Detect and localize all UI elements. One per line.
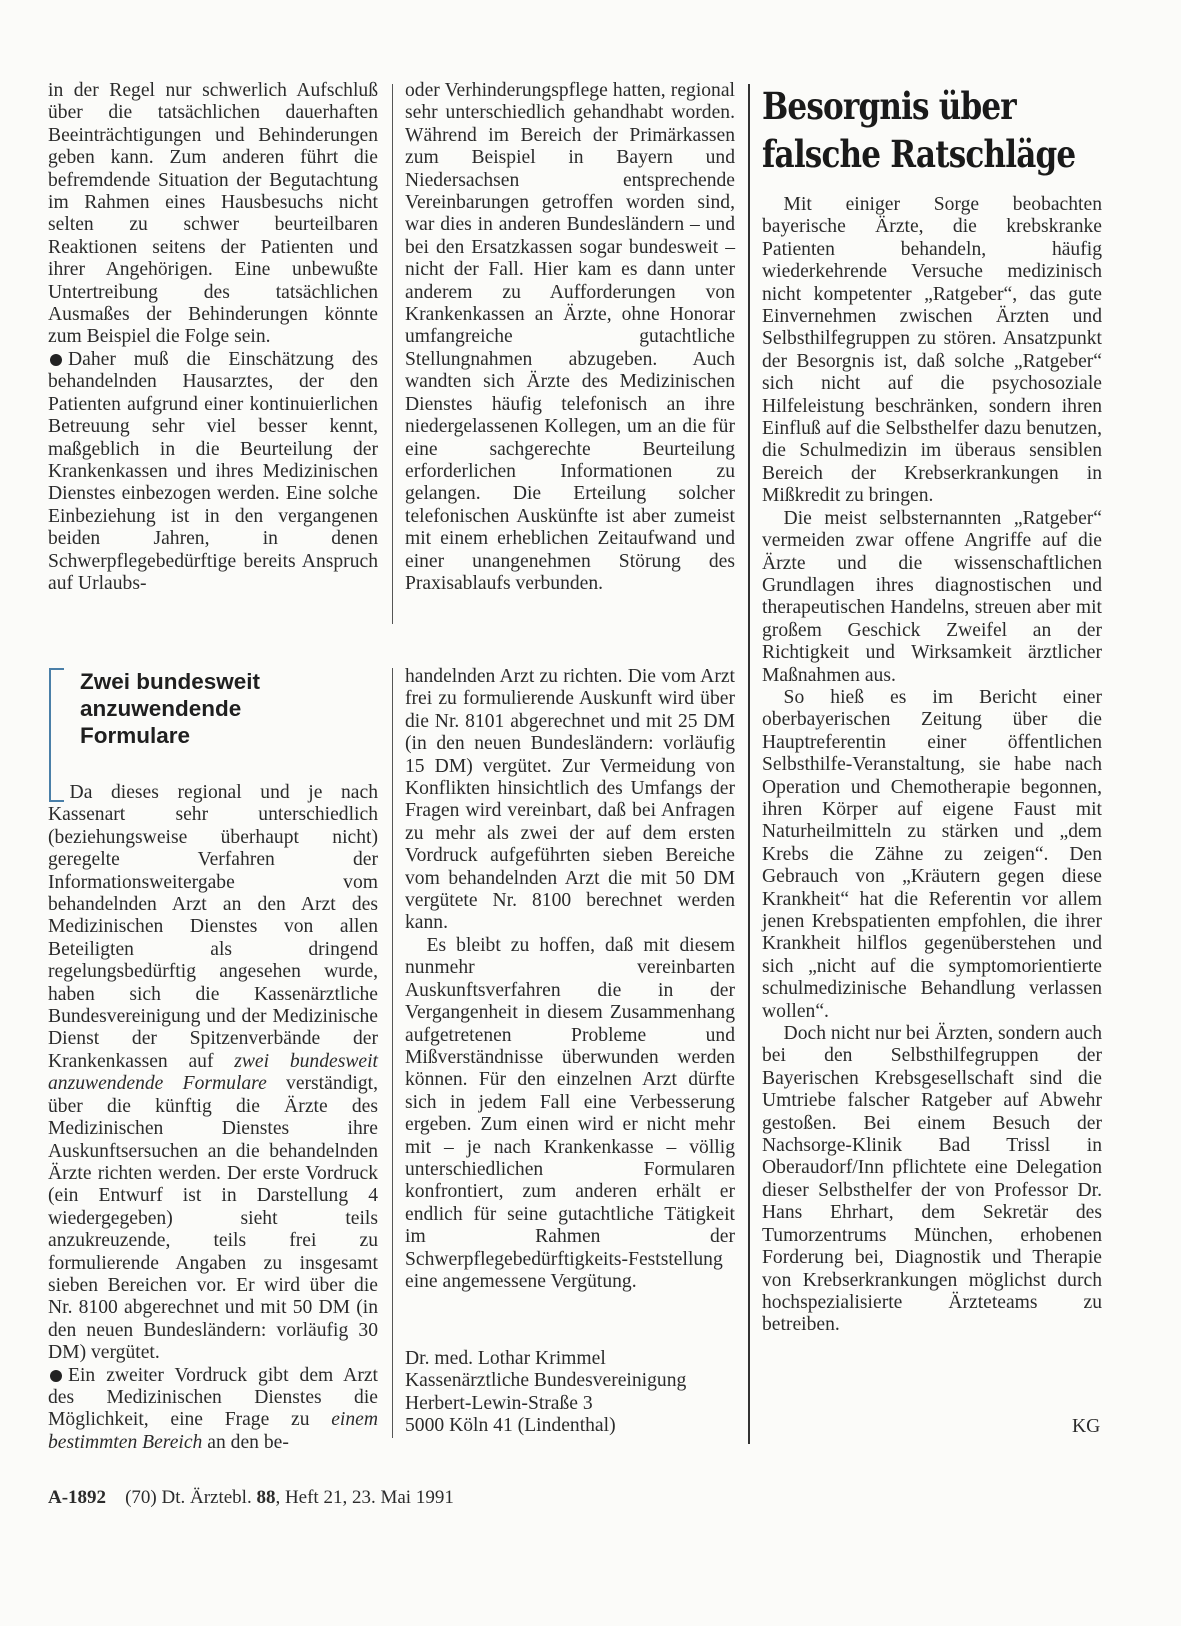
author-signature: KG — [1072, 1416, 1101, 1437]
sidebar-column — [762, 194, 1102, 1337]
paragraph: handelnden Arzt zu richten. Die vom Arzt frei zu formulierende Auskunft wird über die Nr. 8101 abgerechnet und mit 25 DM (in den neuen Bundesländern: vorläufig 15 DM) vergütet. Zur Vermeidung von Konflikten hinsichtlich des Umfangs der Fragen wird vereinbart, daß bei Anfragen zu mehr als zwei der auf dem ersten Vordruck aufgeführten sieben Bereiche vom behandelnden Arzt die mit 50 DM vergütete Nr. 8100 berechnet werden kann. — [405, 666, 735, 934]
paragraph: Da dieses regional und je nach Kassenart sehr unterschiedlich (beziehungsweise überhaupt nicht) geregelte Verfahren der Informationsweitergabe vom behandelnden Arzt an den Arzt des Medizinischen Dienstes von allen Beteiligten als dringend regelungsbedürftig angesehen wurde, haben sich die Kassenärztliche Bundesvereinigung und der Medizinische Dienst der Spitzenverbände der Krankenkassen auf zwei bundesweit anzuwendende Formulare verständigt, über die künftig die Ärzte des Medizinischen Dienstes ihre Auskunftsersuchen an die behandelnden Ärzte richten werden. Der erste Vordruck (ein Entwurf ist in Darstellung 4 wiedergegeben) sieht teils anzukreuzende, teils frei zu formulierende Angaben zu insgesamt sieben Bereichen vor. Er wird über die Nr. 8100 abgerechnet und mit 50 DM (in den neuen Bundesländern: vorläufig 30 DM) vergütet. — [48, 782, 378, 1364]
bullet-icon — [50, 1370, 62, 1382]
paragraph: Es bleibt zu hoffen, daß mit diesem nunmehr vereinbarten Auskunftsverfahren die in der Vergangenheit in diesem Zusammenhang aufgetretenen Probleme und Mißverständnisse überwunden werden können. Für den einzelnen Arzt dürfte sich in jedem Fall eine Verbesserung ergeben. Zum einen wird er nicht mehr mit – je nach Krankenkasse – völlig unterschiedlichen Formularen konfrontiert, zum anderen erhält er endlich für seine gutachtliche Tätigkeit im Rahmen der Schwerpflegebedürftigkeits-Feststellung eine angemessene Vergütung. — [405, 934, 735, 1292]
bullet-paragraph: Ein zweiter Vordruck gibt dem Arzt des Medizinischen Dienstes die Möglichkeit, eine Frage zu einem bestimmten Bereich an den be- — [48, 1364, 378, 1453]
sidebar-headline: Besorgnis über falsche Ratschläge — [762, 84, 1076, 176]
paragraph: Mit einiger Sorge beobachten bayerische Ärzte, die krebskranke Patienten behandeln, häufig wiederkehrende Versuche medizinisch nicht kompetenter „Ratgeber“, das gute Einvernehmen zwischen Ärzten und Selbsthilfegruppen zu stören. Ansatzpunkt der Besorgnis ist, daß solche „Ratgeber“ sich nicht auf die psychosoziale Hilfeleistung beschränken, sondern ihren Einfluß auf die Selbsthelfer dazu benutzen, die Schulmedizin im überaus sensiblen Bereich der Krebserkrankungen in Mißkredit zu bringen. — [762, 194, 1102, 507]
bullet-paragraph: Daher muß die Einschätzung des behandelnden Hausarztes, der den Patienten aufgrund einer kontinuierlichen Betreuung sehr viel besser kennt, maßgeblich in die Beurteilung der Krankenkassen und ihres Medizinischen Dienstes einbezogen werden. Eine solche Einbeziehung ist in den vergangenen beiden Jahren, in denen Schwerpflegebedürftige bereits Anspruch auf Urlaubs- — [48, 348, 378, 594]
box-title: Zwei bundesweit anzuwendende Formulare — [80, 669, 261, 748]
column-divider — [392, 84, 393, 624]
paragraph: Die meist selbsternannten „Ratgeber“ vermeiden zwar offene Angriffe auf die Ärzte und die wissenschaftlichen Grundlagen ihres diagnostischen und therapeutischen Handelns, streuen aber mit großem Geschick Zweifel an der Richtigkeit und Wirksamkeit ärztlicher Maßnahmen aus. — [762, 507, 1102, 686]
column-2 — [405, 80, 735, 595]
box-left-column — [48, 782, 378, 1454]
bullet-icon — [50, 354, 62, 366]
column-divider — [392, 668, 393, 1438]
paragraph: Doch nicht nur bei Ärzten, sondern auch bei den Selbsthilfegruppen der Bayerischen Krebsgesellschaft sind die Umtriebe falscher Ratgeber auf Abwehr gestoßen. Bei einem Besuch der Nachsorge-Klinik Bad Trissl in Oberaudorf/Inn pflichtete eine Delegation dieser Selbsthelfer der von Professor Dr. Hans Ehrhart, dem Sekretär des Tumorzentrums München, erhobenen Forderung bei, Diagnostik und Therapie von Krebserkrankungen möglichst durch hochspezialisierte Ärzteteams zu betreiben. — [762, 1023, 1102, 1336]
author-address: Dr. med. Lothar Krimmel Kassenärztliche Bundesvereinigung Herbert-Lewin-Straße 3 5000 Köln 41 (Lindenthal) — [405, 1348, 687, 1437]
page-footer: A-1892 (70) Dt. Ärztebl. 88, Heft 21, 23. Mai 1991 — [48, 1487, 454, 1508]
column-1 — [48, 80, 378, 595]
paragraph: oder Verhinderungspflege hatten, regional sehr unterschiedlich gehandhabt worden. Während im Bereich der Primärkassen zum Beispiel in Bayern und Niedersachsen entsprechende Vereinbarungen getroffen worden sind, war dies in anderen Bundesländern – und bei den Ersatzkassen sogar bundesweit – nicht der Fall. Hier kam es dann unter anderem zu Aufforderungen von Krankenkassen an Ärzte, ohne Honorar umfangreiche gutachtliche Stellungnahmen abzugeben. Auch wandten sich Ärzte des Medizinischen Dienstes häufig telefonisch an ihre niedergelassenen Kollegen, um an die für eine sachgerechte Beurteilung erforderlichen Informationen zu gelangen. Die Erteilung solcher telefonischen Auskünfte ist aber zumeist mit einem erheblichen Zeitaufwand und einer unangenehmen Störung des Praxisablaufs verbunden. — [405, 80, 735, 594]
box-right-column — [405, 666, 735, 1293]
paragraph: in der Regel nur schwerlich Aufschluß über die tatsächlichen dauerhaften Beeinträchtigungen und Behinderungen geben kann. Zum anderen führt die befremdende Situation der Begutachtung im Rahmen eines Hausbesuchs nicht selten zu schwer beurteilbaren Reaktionen seitens der Patienten und ihrer Angehörigen. Eine unbewußte Untertreibung des tatsächlichen Ausmaßes der Behinderungen könnte zum Beispiel die Folge sein. — [48, 80, 378, 348]
sidebar-divider — [748, 84, 750, 1444]
paragraph: So hieß es im Bericht einer oberbayerischen Zeitung über die Hauptreferentin einer öffentlichen Selbsthilfe-Veranstaltung, sie habe nach Operation und Chemotherapie begonnen, ihren Körper auf eigene Faust mit Naturheilmitteln zu stärken und „dem Krebs die Zähne zu zeigen“. Den Gebrauch von „Kräutern gegen diese Krankheit“ hat die Referentin vor allem jenen Krebspatienten empfohlen, die ihrer Krankheit hilflos gegenüberstehen und sich „nicht auf die symptomorientierte schulmedizinische Behandlung verlassen wollen“. — [762, 686, 1102, 1022]
